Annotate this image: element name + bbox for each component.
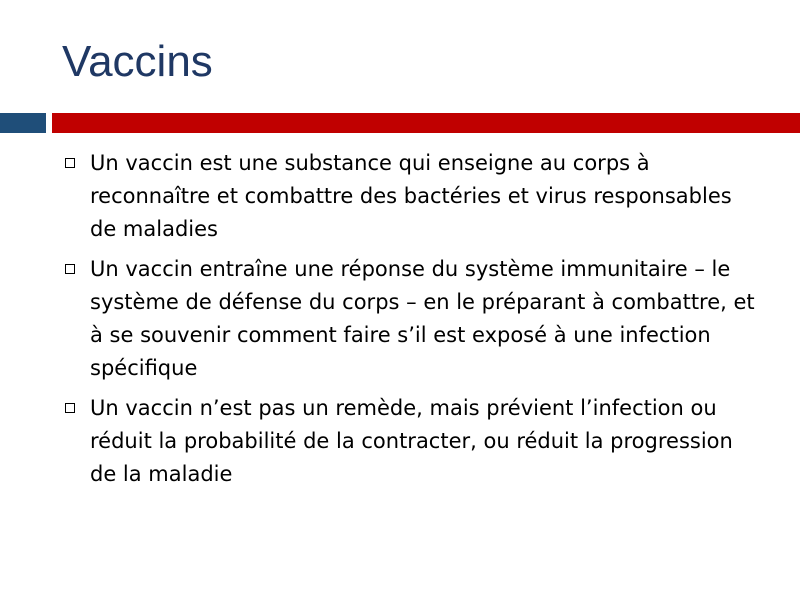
bullet-list	[0, 147, 800, 498]
bullet-text: Un vaccin est une substance qui enseigne au corps à reconnaître et combattre des bactéries et virus responsables de maladies	[90, 151, 732, 241]
slide-title: Vaccins	[62, 37, 213, 86]
bullet-text: Un vaccin n’est pas un remède, mais prévient l’infection ou réduit la probabilité de la contracter, ou réduit la progression de la maladie	[90, 396, 733, 486]
hollow-square-bullet-icon	[65, 403, 75, 413]
bullet-item	[0, 392, 800, 491]
bullet-item	[0, 253, 800, 385]
bullet-text: Un vaccin entraîne une réponse du système immunitaire – le système de défense du corps – en le préparant à combattre, et à se souvenir comment faire s’il est exposé à une infection spécifique	[90, 257, 755, 380]
hollow-square-bullet-icon	[65, 158, 75, 168]
title-underline-blue-segment	[0, 113, 46, 133]
title-underline-red-bar	[52, 113, 800, 133]
bullet-item	[0, 147, 800, 246]
hollow-square-bullet-icon	[65, 264, 75, 274]
